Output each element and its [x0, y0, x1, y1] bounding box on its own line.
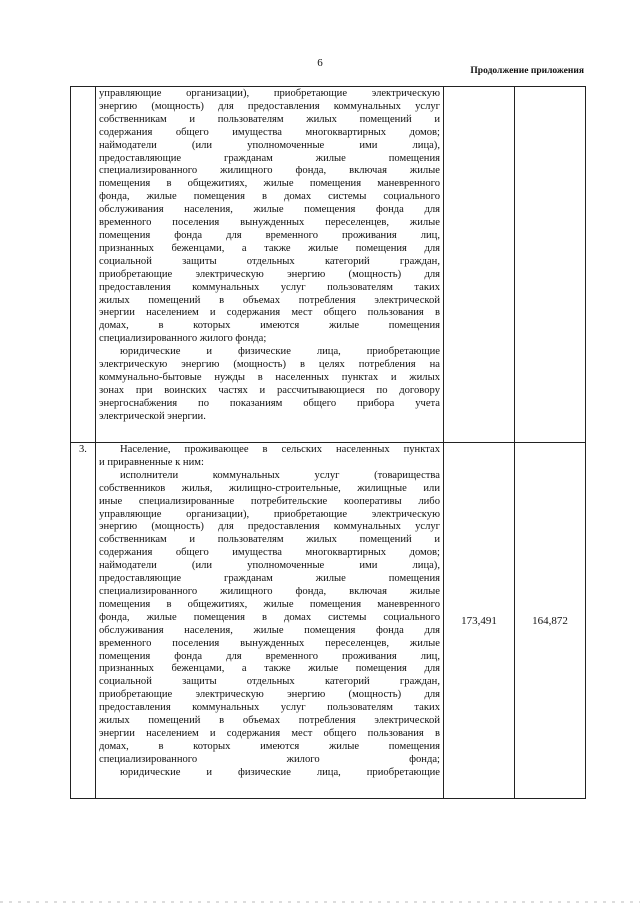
text-line: коммунально-бытовые нужды в населенных пунктах и жилых	[99, 371, 440, 383]
text-line: энергии населением и содержания мест общего пользования в	[99, 727, 440, 739]
table-row	[71, 87, 586, 443]
text-line: собственникам и пользователям жилых помещений и	[99, 534, 440, 546]
text-line: домах, в которых имеются жилые помещения	[99, 320, 440, 332]
row-value-cell: 164,872	[515, 443, 586, 799]
text-line: содержания общего имущества многоквартирных домов;	[99, 126, 440, 138]
text-line: предоставляющие гражданам жилые помещения	[99, 152, 440, 164]
page-number: 6	[317, 57, 323, 69]
row-value-cell	[515, 87, 586, 443]
text-line: предоставляющие гражданам жилые помещения	[99, 573, 440, 585]
text-line: специализированного жилищного фонда, включая жилые	[99, 165, 440, 177]
row-description-cell	[96, 87, 444, 443]
row-description-cell	[96, 443, 444, 799]
text-line: предоставления коммунальных услуг пользователям таких	[99, 281, 440, 293]
text-line: зонах при воинских частях и рассчитывающиеся по договору	[99, 384, 440, 396]
text-line: исполнители коммунальных услуг (товарищества	[120, 469, 440, 481]
text-line: юридические и физические лица, приобретающие	[120, 346, 440, 358]
text-line: электрической энергии.	[99, 410, 206, 422]
text-line: и приравненные к ним:	[99, 456, 204, 468]
text-line: признанных беженцами, а также жилые помещения для	[99, 663, 440, 675]
text-line: помещения фонда для временного проживания лиц,	[99, 229, 440, 241]
text-line: специализированного жилищного фонда, включая жилые	[99, 585, 440, 597]
text-line: наймодатели (или уполномоченные ими лица),	[99, 560, 440, 572]
text-line: Население, проживающее в сельских населенных пунктах	[120, 444, 440, 455]
text-line: временного поселения вынужденных переселенцев, жилые	[99, 637, 440, 649]
text-line: энергии населением и содержания мест общего пользования в	[99, 307, 440, 319]
text-line: обслуживания населения, жилые помещения фонда для	[99, 624, 440, 636]
text-line: жилых помещений в объемах потребления электрической	[99, 294, 440, 306]
text-line: помещения в общежитиях, жилые помещения маневренного	[99, 598, 440, 610]
text-line: управляющие организации), приобретающие электрическую	[99, 88, 440, 99]
table-row	[71, 443, 586, 799]
text-line: фонда, жилые помещения в домах системы социального	[99, 611, 440, 623]
row-value-cell: 173,491	[444, 443, 515, 799]
text-line: приобретающие электрическую энергию (мощность) для	[99, 689, 440, 701]
text-line: специализированного жилого фонда;	[99, 333, 267, 345]
text-line: жилых помещений в объемах потребления электрической	[99, 715, 440, 727]
text-line: управляющие организации), приобретающие электрическую	[99, 508, 440, 520]
text-line: собственникам и пользователям жилых помещений и	[99, 113, 440, 125]
text-line: наймодатели (или уполномоченные ими лица),	[99, 139, 440, 151]
row-number-cell	[71, 87, 96, 443]
row-number-cell: 3.	[71, 443, 96, 799]
text-line: специализированного жилого фонда;	[99, 753, 440, 765]
text-line: социальной защиты отдельных категорий граждан,	[99, 255, 440, 267]
text-line: собственников жилья, жилищно-строительные, жилищные или	[99, 482, 440, 494]
text-line: содержания общего имущества многоквартирных домов;	[99, 547, 440, 559]
text-line: временного поселения вынужденных переселенцев, жилые	[99, 217, 440, 229]
text-line: признанных беженцами, а также жилые помещения для	[99, 242, 440, 254]
row-value-cell	[444, 87, 515, 443]
text-line: помещения в общежитиях, жилые помещения маневренного	[99, 178, 440, 190]
text-line: электрическую энергию (мощность) в целях потребления на	[99, 359, 440, 371]
text-line: энергию (мощность) для предоставления коммунальных услуг	[99, 100, 440, 112]
text-line: энергоснабжения по показаниям общего прибора учета	[99, 397, 440, 409]
text-line: юридические и физические лица, приобретающие	[120, 766, 440, 778]
text-line: социальной защиты отдельных категорий граждан,	[99, 676, 440, 688]
text-line: приобретающие электрическую энергию (мощность) для	[99, 268, 440, 280]
continuation-title: Продолжение приложения	[470, 66, 584, 76]
scan-artifact	[0, 901, 640, 903]
text-line: иные специализированные потребительские кооперативы либо	[99, 495, 440, 507]
text-line: фонда, жилые помещения в домах системы социального	[99, 191, 440, 203]
text-line: помещения фонда для временного проживания лиц,	[99, 650, 440, 662]
text-line: обслуживания населения, жилые помещения фонда для	[99, 204, 440, 216]
tariff-table	[70, 86, 586, 799]
text-line: энергию (мощность) для предоставления коммунальных услуг	[99, 521, 440, 533]
text-line: предоставления коммунальных услуг пользователям таких	[99, 702, 440, 714]
text-line: домах, в которых имеются жилые помещения	[99, 740, 440, 752]
